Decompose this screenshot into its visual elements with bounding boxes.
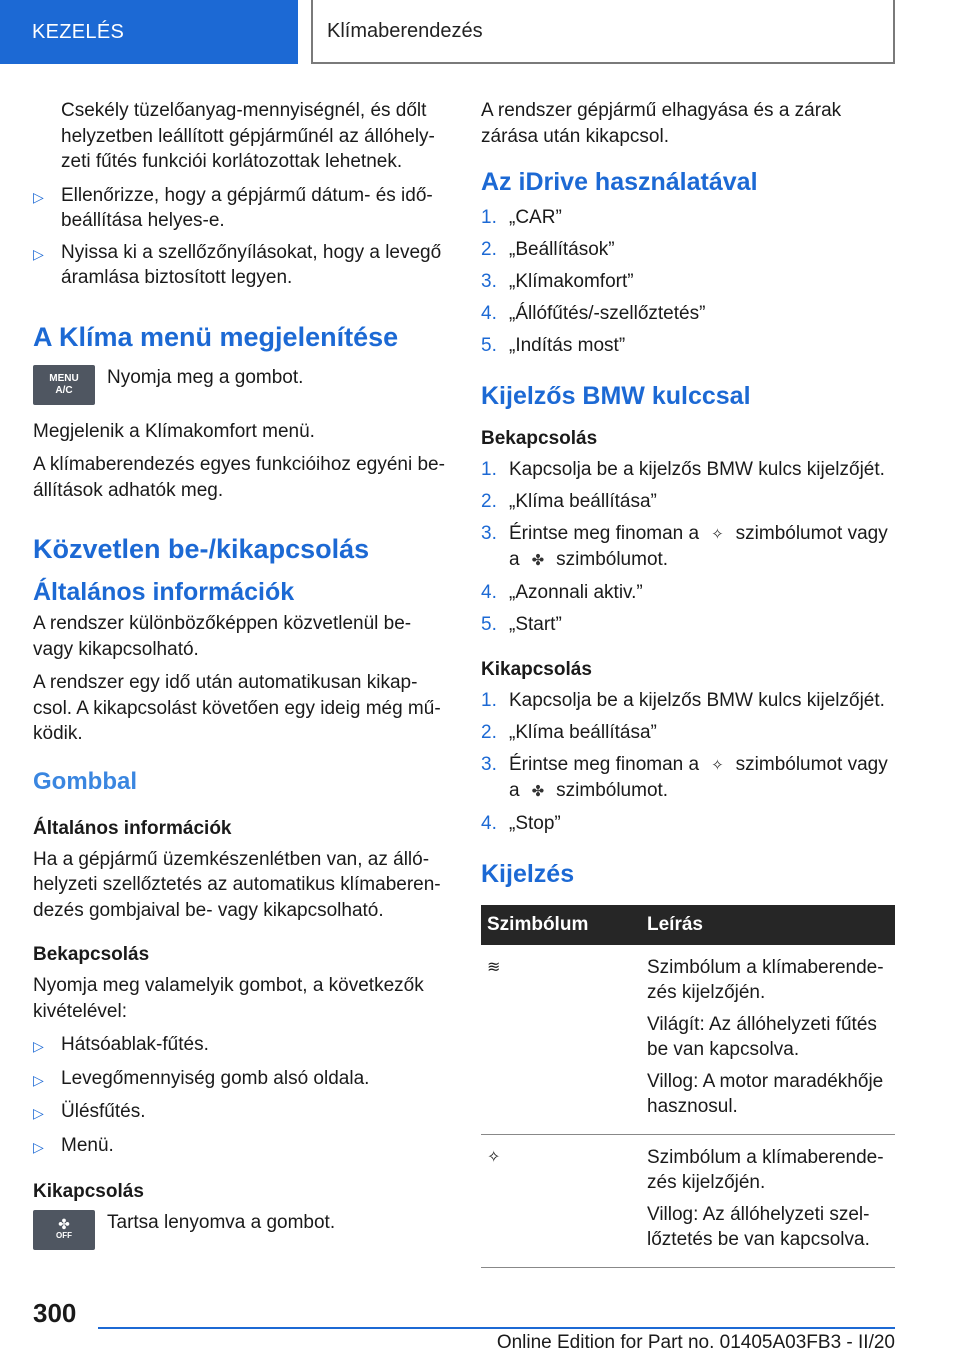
triangle-bullet-icon: ▷ [33,1038,44,1054]
paragraph: A rendszer gépjármű elhagyása és a zárak zárása után kikapcsol. [481,100,842,147]
footer-divider [98,1327,895,1329]
menu-button-row [33,365,445,405]
chapter-tab [311,0,895,64]
step-item: 1. Kapcsolja be a kijelzős BMW kulcs kijelzőjét. [481,689,885,711]
step-item: 2. „Klíma beállítása” [481,490,657,512]
symbol-table [481,905,895,1268]
off-press-text: Tartsa lenyomva a gombot. [107,1212,336,1233]
triangle-bullet-icon: ▷ [33,1105,44,1121]
fan-off-button-icon: ✤ OFF [33,1210,95,1250]
step-item: 1. „CAR” [481,207,562,228]
step-item: 1. Kapcsolja be a kijelzős BMW kulcs kijelzőjét. [481,458,885,480]
step-item: 4. „Stop” [481,813,561,834]
heading-menu: A Klíma menü megjelenítése [33,321,399,352]
list-item: ▷ Menü. [33,1133,445,1161]
table-header-symbol: Szimbólum [481,905,639,945]
triangle-bullet-icon: ▷ [33,1138,44,1155]
heading-general: Általános információk [33,578,295,606]
heading-button: Gombbal [33,767,138,795]
fan-filled-icon: ✤ [531,783,545,800]
triangle-bullet-icon: ▷ [33,188,44,205]
menu-press-text: Nyomja meg a gombot. [107,366,304,388]
right-column [481,98,895,1268]
left-column [33,98,445,1264]
paragraph: Megjelenik a Klímakomfort menü. [33,420,315,442]
table-row: ✧ Szimbólum a klímaberende-zés kijelzőjén. Villog: Az állóhelyzeti szel-lőztetés be van kapcsolva. [481,1134,895,1267]
table-header-description: Leírás [639,905,895,945]
chapter-title: Klímaberendezés [327,19,483,42]
list-item: ▷ Hátsóablak-fűtés. [33,1032,445,1060]
fan-outline-icon: ✧ [711,525,724,543]
paragraph: Ha a gépjármű üzemkészenlétben van, az álló-helyzeti szellőztetés az automatikus klímaberen-dezés gombjaival be- vagy kikapcsolható. [33,848,441,921]
heading-on: Bekapcsolás [33,944,150,965]
step-item: 5. „Indítás most” [481,335,626,356]
step-item: 2. „Klíma beállítása” [481,721,657,743]
off-button-row [33,1210,445,1250]
heading-display: Kijelzés [481,859,575,888]
triangle-bullet-icon: ▷ [33,245,44,262]
heading-on: Bekapcsolás [481,427,598,449]
menu-ac-button-icon: MENU A/C [33,365,95,405]
list-item: ▷ Ellenőrizze, hogy a gépjármű dátum- és idő-beállítása helyes-e. [33,183,445,234]
fan-symbol-icon: ✧ [487,1148,501,1166]
step-item: 5. „Start” [481,614,562,635]
paragraph: A klímaberendezés egyes funkcióihoz egyéni be-állítások adhatók meg. [33,454,445,501]
paragraph: A rendszer egy idő után automatikusan kikap-csol. A kikapcsolást követően egy ideig még mű-ködik. [33,672,441,744]
list-item: ▷ Ülésfűtés. [33,1099,445,1127]
step-item: 3. Érintse meg finoman a ✧ szimbólumot vagy a ✤ szimbólumot. [481,521,895,574]
list-item: ▷ Nyissa ki a szellőzőnyílásokat, hogy a levegő áramlása biztosított legyen. [33,240,445,291]
heading-general-2: Általános információk [33,817,232,839]
heading-direct: Közvetlen be-/kikapcsolás [33,534,370,564]
intro-paragraph: Csekély tüzelőanyag-mennyiségnél, és dőlt helyzetben leállított gépjárműnél az állóhely-zeti fűtés funkciói korlátozottak lehetnek. [61,100,435,172]
heading-key: Kijelzős BMW kulccsal [481,381,751,410]
heading-off: Kikapcsolás [481,658,592,680]
page-number: 300 [33,1298,77,1328]
paragraph: A rendszer különbözőképpen közvetlenül be- vagy kikapcsolható. [33,613,412,660]
edition-note: Online Edition for Part no. 01405A03FB3 - II/20 [496,1332,895,1353]
step-item: 4. „Állófűtés/-szellőztetés” [481,303,706,324]
table-header-row [481,905,895,945]
step-item: 3. „Klímakomfort” [481,271,634,292]
paragraph: Nyomja meg valamelyik gombot, a következők kivételével: [33,975,424,1022]
section-tab [0,0,298,64]
fan-filled-icon: ✤ [531,552,545,569]
heading-idrive: Az iDrive használatával [481,168,758,196]
table-row: ≋ Szimbólum a klímaberende-zés kijelzőjén. Világít: Az állóhelyzeti fűtés be van kapcsolva. Villog: A motor maradékhője hasznosul. [481,945,895,1135]
heating-symbol-icon: ≋ [487,958,501,976]
fan-outline-icon: ✧ [711,756,724,774]
section-title: KEZELÉS [32,20,125,43]
step-item: 3. Érintse meg finoman a ✧ szimbólumot vagy a ✤ szimbólumot. [481,752,895,805]
heading-off: Kikapcsolás [33,1181,144,1202]
step-item: 2. „Beállítások” [481,239,615,260]
triangle-bullet-icon: ▷ [33,1071,44,1088]
list-item: ▷ Levegőmennyiség gomb alsó oldala. [33,1066,445,1094]
step-item: 4. „Azonnali aktiv.” [481,582,643,603]
